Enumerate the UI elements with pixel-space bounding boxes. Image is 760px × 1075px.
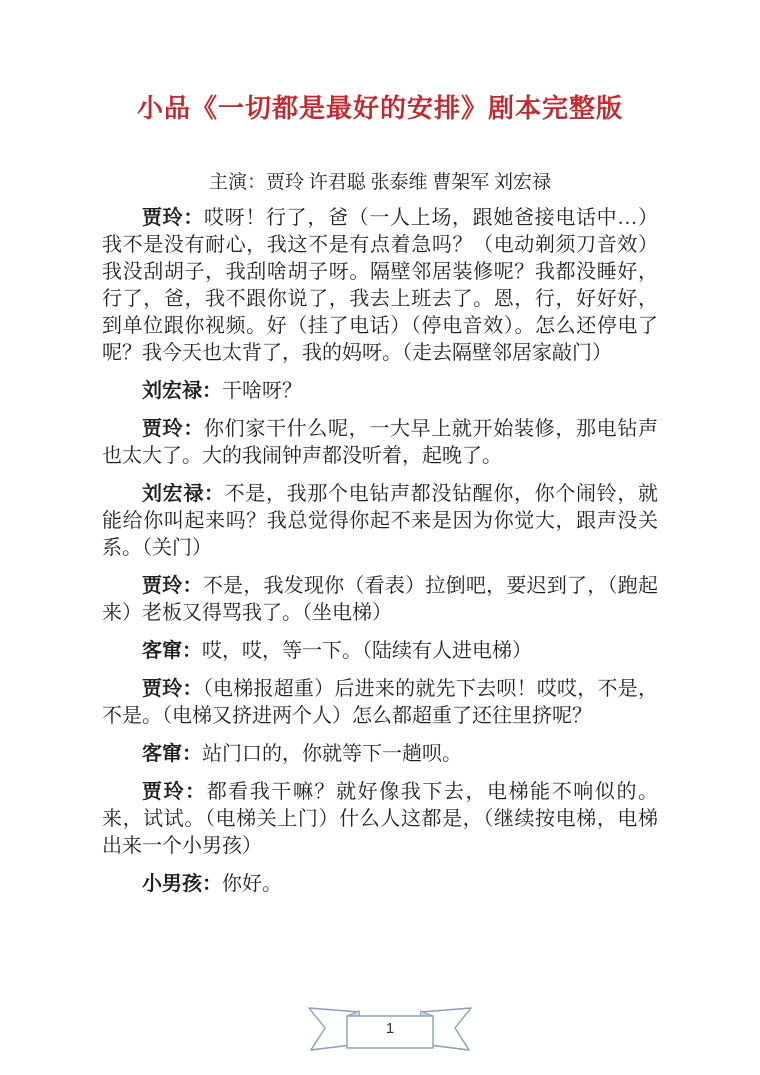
speaker-name: 客窜： — [142, 640, 202, 662]
speaker-name: 刘宏禄： — [142, 380, 222, 402]
dialogue-text: 不是，我那个电钻声都没钻醒你，你个闹铃，就能给你叫起来吗？我总觉得你起不来是因为你觉大，跟声没关系。（关门） — [102, 483, 659, 559]
dialogue-text: 干啥呀？ — [222, 380, 302, 402]
dialogue-paragraph — [102, 638, 658, 665]
dialogue-text: 不是，我发现你（看表）拉倒吧，要迟到了，（跑起来）老板又得骂我了。（坐电梯） — [102, 575, 659, 624]
page-title: 小品《一切都是最好的安排》剧本完整版 — [136, 93, 623, 123]
speaker-name: 客窜： — [142, 743, 202, 765]
dialogue-text: 你们家干什么呢，一大早上就开始装修，那电钻声也太大了。大的我闹钟声都没听着，起晚了。 — [102, 418, 658, 467]
cast-line: 主演：贾玲 许君聪 张泰维 曹架军 刘宏禄 — [208, 172, 551, 193]
page-number: 1 — [385, 1020, 395, 1037]
dialogue-text: 你好。 — [222, 873, 282, 895]
dialogue-paragraph — [102, 378, 658, 405]
dialogue-text: 哎呀！行了，爸（一人上场，跟她爸接电话中…）我不是没有耐心，我这不是有点着急吗？（电动剃须刀音效）我没刮胡子，我刮啥胡子呀。隔壁邻居装修呢？我都没睡好，行了，爸，我不跟你说了，我去上班去了。恩，行，好好好，到单位跟你视频。好（挂了电话）（停电音效）。怎么还停电了呢？我今天也太背了，我的妈呀。（走去隔壁邻居家敲门） — [102, 207, 658, 364]
speaker-name: 贾玲： — [142, 575, 203, 597]
script-body — [102, 205, 658, 898]
dialogue-paragraph — [102, 676, 658, 730]
dialogue-text: 哎，哎，等一下。（陆续有人进电梯） — [202, 640, 532, 662]
speaker-name: 贾玲： — [142, 678, 203, 700]
dialogue-text: 都看我干嘛？就好像我下去，电梯能不响似的。来，试试。（电梯关上门）什么人这都是，（继续按电梯，电梯出来一个小男孩） — [102, 781, 659, 857]
dialogue-paragraph — [102, 573, 658, 627]
dialogue-paragraph — [102, 416, 658, 470]
dialogue-text: （电梯报超重）后进来的就先下去呗！哎哎，不是，不是。（电梯又挤进两个人）怎么都超重了还往里挤呢？ — [102, 678, 659, 727]
page-number-ribbon — [307, 1004, 473, 1056]
speaker-name: 贾玲： — [142, 418, 204, 440]
dialogue-paragraph — [102, 481, 658, 562]
speaker-name: 贾玲： — [142, 781, 207, 803]
dialogue-paragraph — [102, 779, 658, 860]
speaker-name: 贾玲： — [142, 207, 204, 229]
dialogue-text: 站门口的，你就等下一趟呗。 — [202, 743, 462, 765]
speaker-name: 刘宏禄： — [142, 483, 225, 505]
dialogue-paragraph — [102, 741, 658, 768]
dialogue-paragraph — [102, 871, 658, 898]
dialogue-paragraph — [102, 205, 658, 367]
speaker-name: 小男孩： — [142, 873, 222, 895]
